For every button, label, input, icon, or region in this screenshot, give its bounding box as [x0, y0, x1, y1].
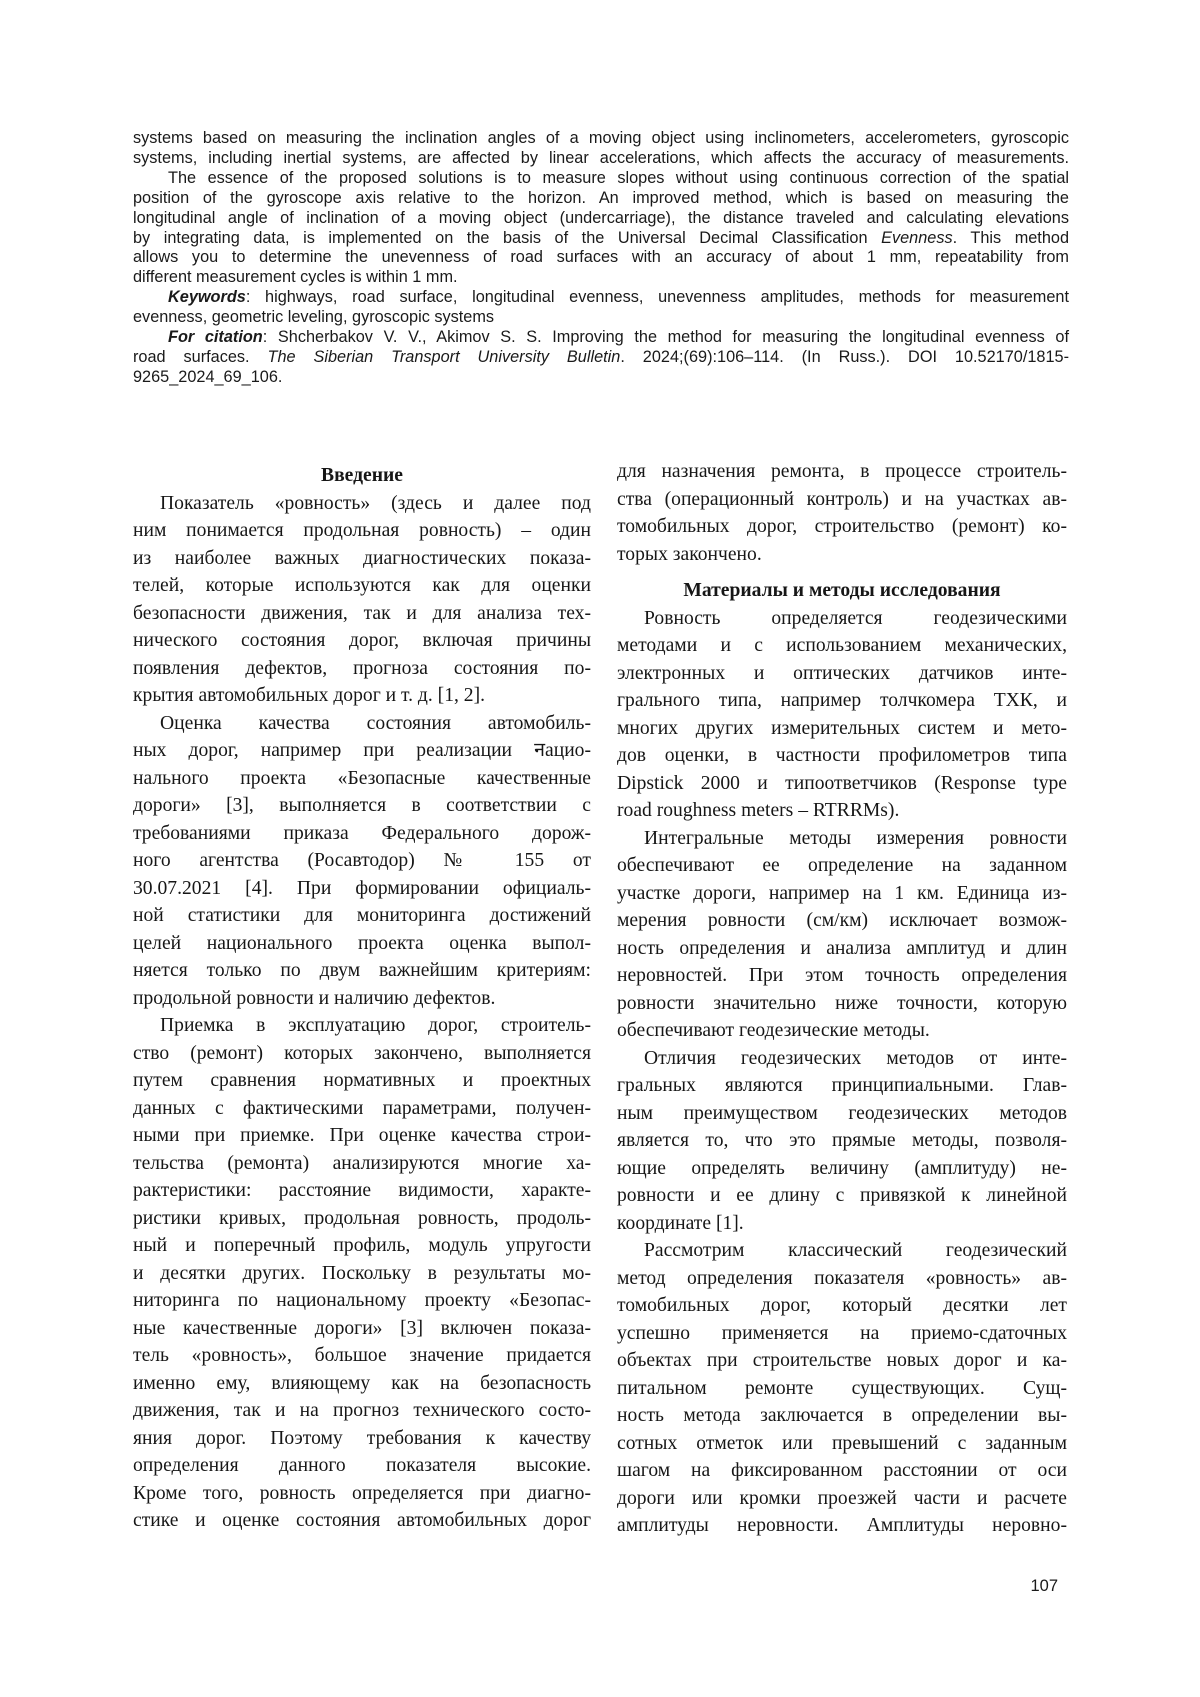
text-line: ровности и ее длину с привязкой к линейной — [617, 1185, 1067, 1206]
text-line: 30.07.2021 [4]. При формировании официаль- — [133, 877, 591, 899]
text-line — [133, 328, 1069, 348]
paragraph — [133, 129, 1069, 169]
paragraph — [617, 825, 1067, 1045]
text-line: нального проекта «Безопасные качественные — [133, 767, 591, 789]
text-line: грального типа, например толчкомера ТХК, и — [617, 690, 1067, 711]
text-line: успешно применяется на приемо-сдаточных — [617, 1322, 1067, 1344]
text-line: ства (операционный контроль) и на участках ав- — [617, 488, 1067, 510]
text-line: ристики кривых, продольная ровность, продоль- — [133, 1207, 591, 1229]
two-column-body — [133, 458, 1067, 1540]
page-number: 107 — [1030, 1577, 1058, 1595]
text-line: питальном ремонте существующих. Сущ- — [617, 1377, 1067, 1399]
text-segment: . 2024;(69):106–114. (In Russ.). DOI 10.52170/1815- — [620, 347, 1069, 366]
text-line: электронных и оптических датчиков инте- — [617, 662, 1067, 684]
text-segment: : Shcherbakov V. V., Akimov S. S. Improving the method for measuring the longitudinal evenness of — [262, 328, 1070, 347]
text-line: Показатель «ровность» (здесь и далее под — [160, 492, 591, 514]
text-line: ной статистики для мониторинга достижений — [133, 905, 591, 926]
text-line: движения, так и на прогноз технического состо- — [133, 1400, 591, 1421]
text-line: метод определения показателя «ровность» ав- — [617, 1267, 1067, 1289]
text-line: ющие определять величину (амплитуду) не- — [617, 1157, 1067, 1179]
text-line — [133, 348, 1069, 368]
text-line: ность метода заключается в определении вы- — [617, 1405, 1067, 1426]
text-line: Интегральные методы измерения ровности — [644, 827, 1067, 849]
text-line: томобильных дорог, который десятки лет — [617, 1295, 1067, 1316]
text-line: longitudinal angle of inclination of a moving object (undercarriage), the distance traveled and calculating elevations — [133, 208, 1069, 227]
text-line: продольной ровности и наличию дефектов. — [133, 987, 496, 1009]
paragraph — [617, 605, 1067, 825]
text-line: обеспечивают геодезические методы. — [617, 1020, 930, 1041]
text-line: ность определения и анализа амплитуд и длин — [617, 937, 1067, 959]
text-line: Рассмотрим классический геодезический — [644, 1240, 1067, 1261]
text-line: Кроме того, ровность определяется при диагно- — [133, 1482, 591, 1504]
text-line: дороги или кромки проезжей части и расчете — [617, 1487, 1067, 1509]
text-line: 9265_2024_69_106. — [133, 367, 283, 386]
text-segment: road surfaces. — [133, 347, 268, 366]
paragraph — [133, 288, 1069, 328]
text-line: данных с фактическими параметрами, получен- — [133, 1097, 591, 1119]
text-line: из наиболее важных диагностических показа- — [133, 547, 591, 569]
paragraph — [133, 710, 591, 1013]
text-line: появления дефектов, прогноза состояния по- — [133, 657, 591, 679]
text-line: ными при приемке. При оценке качества строи- — [133, 1125, 591, 1146]
text-line: тель «ровность», большое значение придается — [133, 1345, 591, 1366]
text-line: безопасности движения, так и для анализа тех- — [133, 602, 591, 624]
text-line: ного агентства (Росавтодор) № 155 от — [133, 850, 591, 871]
section-heading: Материалы и методы исследования — [683, 580, 1001, 601]
text-line: является то, что это прямые методы, позволя- — [617, 1130, 1067, 1151]
paragraph — [133, 328, 1069, 388]
paragraph — [133, 490, 591, 710]
text-line: амплитуды неровности. Амплитуды неровно- — [617, 1515, 1067, 1536]
text-line: ным преимуществом геодезических методов — [617, 1102, 1067, 1124]
text-line: яния дорог. Поэтому требования к качеству — [133, 1427, 591, 1449]
text-line: обеспечивают ее определение на заданном — [617, 855, 1067, 876]
section-heading: Введение — [321, 465, 403, 486]
text-line: рактеристики: расстояние видимости, характе- — [133, 1180, 591, 1201]
text-line: координате [1]. — [617, 1212, 744, 1234]
paragraph — [617, 1045, 1067, 1238]
text-line — [133, 288, 1069, 308]
text-line: тельства (ремонта) анализируются многие ха- — [133, 1152, 591, 1174]
text-line: методами и с использованием механических, — [617, 635, 1067, 656]
text-line: ство (ремонт) которых закончено, выполняется — [133, 1042, 591, 1064]
text-line: именно ему, влияющему как на безопасность — [133, 1372, 591, 1394]
paragraph — [133, 1012, 591, 1535]
text-line: неровностей. При этом точность определения — [617, 965, 1067, 986]
paragraph — [133, 169, 1069, 288]
text-line: стике и оценке состояния автомобильных дорог — [133, 1510, 591, 1531]
text-segment: : highways, road surface, longitudinal evenness, unevenness amplitudes, methods for measurement — [245, 288, 1069, 307]
text-line: systems, including inertial systems, are affected by linear accelerations, which affects the accuracy of measurements. — [133, 148, 1069, 167]
text-line: объектах при строительстве новых дорог и ка- — [617, 1350, 1067, 1371]
text-line: определения данного показателя высокие. — [133, 1455, 591, 1476]
text-line: The essence of the proposed solutions is to measure slopes without using continuous correction of the spatial — [168, 168, 1069, 187]
text-line: evenness, geometric leveling, gyroscopic systems — [133, 308, 495, 327]
text-line: телей, которые используются как для оценки — [133, 575, 591, 596]
text-line: systems based on measuring the inclination angles of a moving object using inclinometers, accelerometers, gyroscopic — [133, 129, 1069, 147]
text-line: Оценка качества состояния автомобиль- — [160, 712, 591, 734]
text-line: ных дорог, например при реализации नацио- — [133, 740, 591, 761]
text-line: different measurement cycles is within 1 mm. — [133, 268, 458, 287]
text-line: гральных являются принципиальными. Глав- — [617, 1075, 1067, 1096]
text-line: Ровность определяется геодезическими — [644, 607, 1067, 629]
text-line: целей национального проекта оценка выпол- — [133, 932, 591, 954]
text-line: ный и поперечный профиль, модуль упругости — [133, 1235, 591, 1256]
right-column — [617, 458, 1067, 1540]
text-line: торых закончено. — [617, 543, 762, 565]
text-line: и десятки других. Поскольку в результаты мо- — [133, 1262, 591, 1284]
text-line: Приемка в эксплуатацию дорог, строитель- — [160, 1015, 591, 1036]
text-line: многих других измерительных систем и мето- — [617, 717, 1067, 739]
text-line: путем сравнения нормативных и проектных — [133, 1070, 591, 1091]
left-column — [133, 458, 591, 1540]
paragraph — [617, 458, 1067, 568]
text-line: position of the gyroscope axis relative to the horizon. An improved method, which is based on measuring the — [133, 188, 1069, 207]
text-line: нического состояния дорог, включая причины — [133, 630, 591, 651]
text-segment: by integrating data, is implemented on the basis of the Universal Decimal Classification — [133, 228, 882, 247]
text-segment: . This method — [952, 228, 1069, 247]
text-line: Dipstick 2000 и типоответчиков (Response type — [617, 772, 1067, 794]
text-line: сотных отметок или превышений с заданным — [617, 1432, 1067, 1454]
text-line: шагом на фиксированном расстоянии от оси — [617, 1460, 1067, 1481]
text-segment: Keywords — [168, 288, 246, 307]
text-line: road roughness meters – RTRRMs). — [617, 800, 900, 821]
text-line: дов оценки, в частности профилометров типа — [617, 745, 1067, 766]
text-line: мерения ровности (см/км) исключает возмож- — [617, 910, 1067, 931]
text-line: няется только по двум важнейшим критериям: — [133, 960, 591, 981]
text-segment: For citation — [168, 328, 263, 347]
text-line: ные качественные дороги» [3] включен показа- — [133, 1317, 591, 1339]
text-line — [133, 229, 1069, 249]
text-line: участке дороги, например на 1 км. Единица из- — [617, 882, 1067, 904]
text-line: ним понимается продольная ровность) – один — [133, 520, 591, 541]
english-abstract-block — [133, 129, 1069, 388]
text-line: для назначения ремонта, в процессе строитель- — [617, 461, 1067, 482]
text-line: ровности значительно ниже точности, которую — [617, 992, 1067, 1014]
column-gap — [591, 458, 617, 1540]
text-line: дороги» [3], выполняется в соответствии с — [133, 795, 591, 816]
text-line: ниторинга по национальному проекту «Безопас- — [133, 1290, 591, 1311]
text-line: крытия автомобильных дорог и т. д. [1, 2]. — [133, 685, 486, 706]
text-line: allows you to determine the unevenness of road surfaces with an accuracy of about 1 mm, repeatability from — [133, 248, 1069, 267]
paragraph — [617, 1237, 1067, 1540]
text-line: Отличия геодезических методов от инте- — [644, 1047, 1067, 1069]
text-segment: Evenness — [881, 228, 953, 247]
text-line: томобильных дорог, строительство (ремонт) ко- — [617, 516, 1067, 537]
text-line: требованиями приказа Федерального дорож- — [133, 822, 591, 844]
text-segment: The Siberian Transport University Bulletin — [267, 347, 621, 366]
